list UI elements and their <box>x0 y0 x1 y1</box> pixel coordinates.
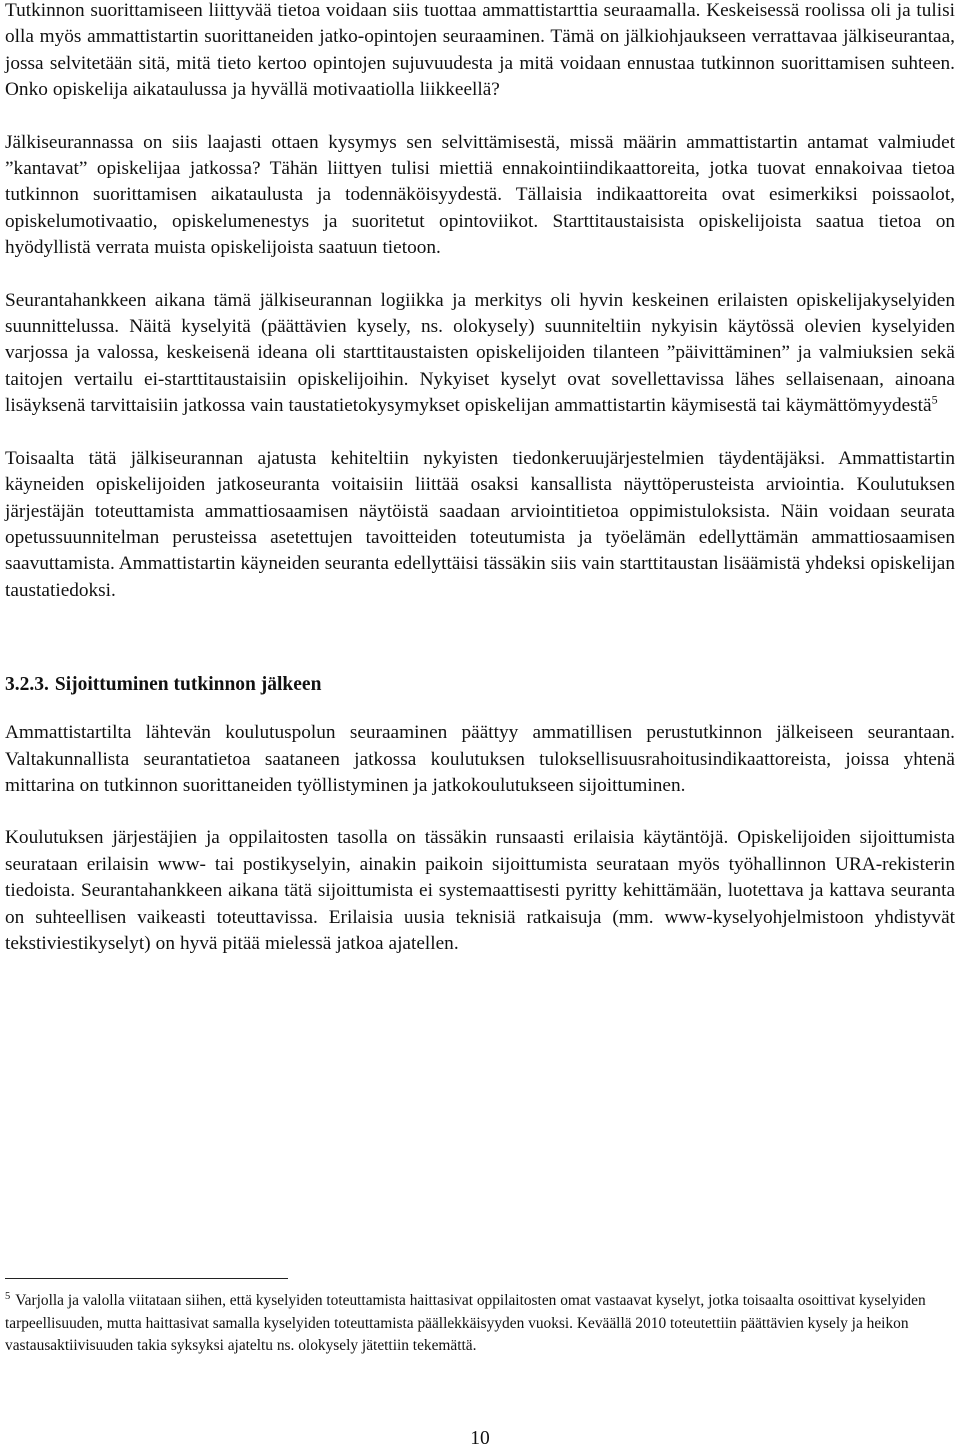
document-body <box>5 0 955 983</box>
paragraph-kaytannot: Koulutuksen järjestäjien ja oppilaitosten tasolla on tässäkin runsaasti erilaisia käytäntöjä. Opiskelijoiden sijoittumista seurataan erilaisin www- tai postikyselyin, ainakin paikoin sijoittumista seurataan myös työhallinnon URA-rekisterin tiedoista. Seurantahankkeen aikana tätä sijoittumista ei systemaattisesti pyritty kehittämään, luotettava ja kattava seuranta on suhteellisen vaikeasti toteuttavissa. Erilaisia uusia teknisiä ratkaisuja (mm. www-kyselyohjelmistoon yhdistyvät tekstiviestikyselyt) on hyvä pitää mielessä jatkoa ajatellen. <box>5 827 955 954</box>
paragraph-seurantahanke <box>5 288 955 420</box>
footnote <box>5 1290 955 1358</box>
paragraph-seurantahanke-text: Seurantahankkeen aikana tämä jälkiseurannan logiikka ja merkitys oli hyvin keskeinen erilaisten opiskelijakyselyiden suunnittelussa. Näitä kyselyitä (päättävien kysely, ns. olokysely) suunniteltiin nykyisin käytössä olevien kyselyiden varjossa ja valossa, keskeisenä ideana oli starttitaustaisten opiskelijoiden tilanteen ”päivittäminen” ja valmiuksien sekä taitojen vertailu ei-starttitaustaisiin opiskelijoihin. Nykyiset kyselyt ovat sovellettavissa lähes sellaisenaan, ainoana lisäyksenä tarvittaisiin jatkossa vain taustatietokysymykset opiskelijan ammattistartin käymisestä tai käymättömyydestä <box>5 289 955 417</box>
footnote-divider <box>5 1278 288 1279</box>
section-number: 3.2.3. <box>5 674 49 696</box>
paragraph-koulutuspolku: Ammattistartilta lähtevän koulutuspolun seuraaminen päättyy ammatillisen perustutkinnon jälkeiseen seurantaan. Valtakunnallista seurantatietoa saataneen jatkossa koulutuksen tuloksellisuusrahoitusindikaattoreista, joissa yhtenä mittarina on tutkinnon suorittaneiden työllistyminen ja jatkokoulutukseen sijoittuminen. <box>5 722 955 796</box>
paragraph-tiedonkeruu: Toisaalta tätä jälkiseurannan ajatusta kehiteltiin nykyisten tiedonkeruujärjestelmien täydentäjäksi. Ammattistartin käyneiden opiskelijoiden jatkoseuranta voitaisiin liittää osaksi kansallista näyttöperusteista arviointia. Koulutuksen järjestäjän toteuttamista ammattiosaamisen näytöistä saadaan arviointitietoa oppimistuloksista. Näin voidaan seurata opetussuunnitelman perusteissa asetettujen tavoitteiden toteutumista ja työelämän edellyttämän ammattiosaamisen saavuttamista. Ammattistartin käyneiden seuranta edellyttäisi tässäkin siis vain starttitaustan lisäämistä yhdeksi opiskelijan taustatiedoksi. <box>5 447 955 601</box>
paragraph-tutkinnon-tieto: Tutkinnon suorittamiseen liittyvää tietoa voidaan siis tuottaa ammattistarttia seuraamalla. Keskeisessä roolissa oli ja tulisi olla myös ammattistartin suorittaneiden jatko-opintojen seuraaminen. Tämä on jälkiohjaukseen verrattavaa jälkiseurantaa, jossa selvitetään sitä, mitä tieto kertoo opintojen sujuvuudesta ja mitä voidaan ennustaa tutkinnon suorittamisen suhteen. Onko opiskelija aikataulussa ja hyvällä motivaatiolla liikkeellä? <box>5 0 955 101</box>
footnote-reference[interactable]: 5 <box>931 392 938 407</box>
section-heading <box>5 672 955 698</box>
section-title: Sijoittuminen tutkinnon jälkeen <box>54 674 322 696</box>
footnote-text: Varjolla ja valolla viitataan siihen, että kyselyiden toteuttamista haittasivat oppilaitosten omat vastaavat kyselyt, jotka toisaalta osoittivat kyselyiden tarpeellisuuden, mutta haittasivat samalla kyselyiden toteuttamista päällekkäisyyden vuoksi. Keväällä 2010 toteutettiin päättävien kysely ja heikon vastausaktiivisuuden takia syksyksi ajateltu ns. olokysely jätettiin tekemättä. <box>5 1292 926 1355</box>
footnote-marker: 5 <box>5 1290 11 1302</box>
paragraph-jalkiseuranta: Jälkiseurannassa on siis laajasti ottaen kysymys sen selvittämisestä, missä määrin ammattistartin antamat valmiudet ”kantavat” opiskelijaa jatkossa? Tähän liittyen tulisi miettiä ennakointiindikaattoreita, jotka tuovat ennakoivaa tietoa tutkinnon suorittamisen aikataulusta ja todennäköisyydestä. Tällaisia indikaattoreita ovat esimerkiksi poissaolot, opiskelumotivaatio, opiskelumenestys ja suoritetut opintoviikot. Starttitaustaisista opiskelijoista saatua tietoa on hyödyllistä verrata muista opiskelijoista saatuun tietoon. <box>5 131 955 259</box>
page-number: 10 <box>470 1428 490 1449</box>
